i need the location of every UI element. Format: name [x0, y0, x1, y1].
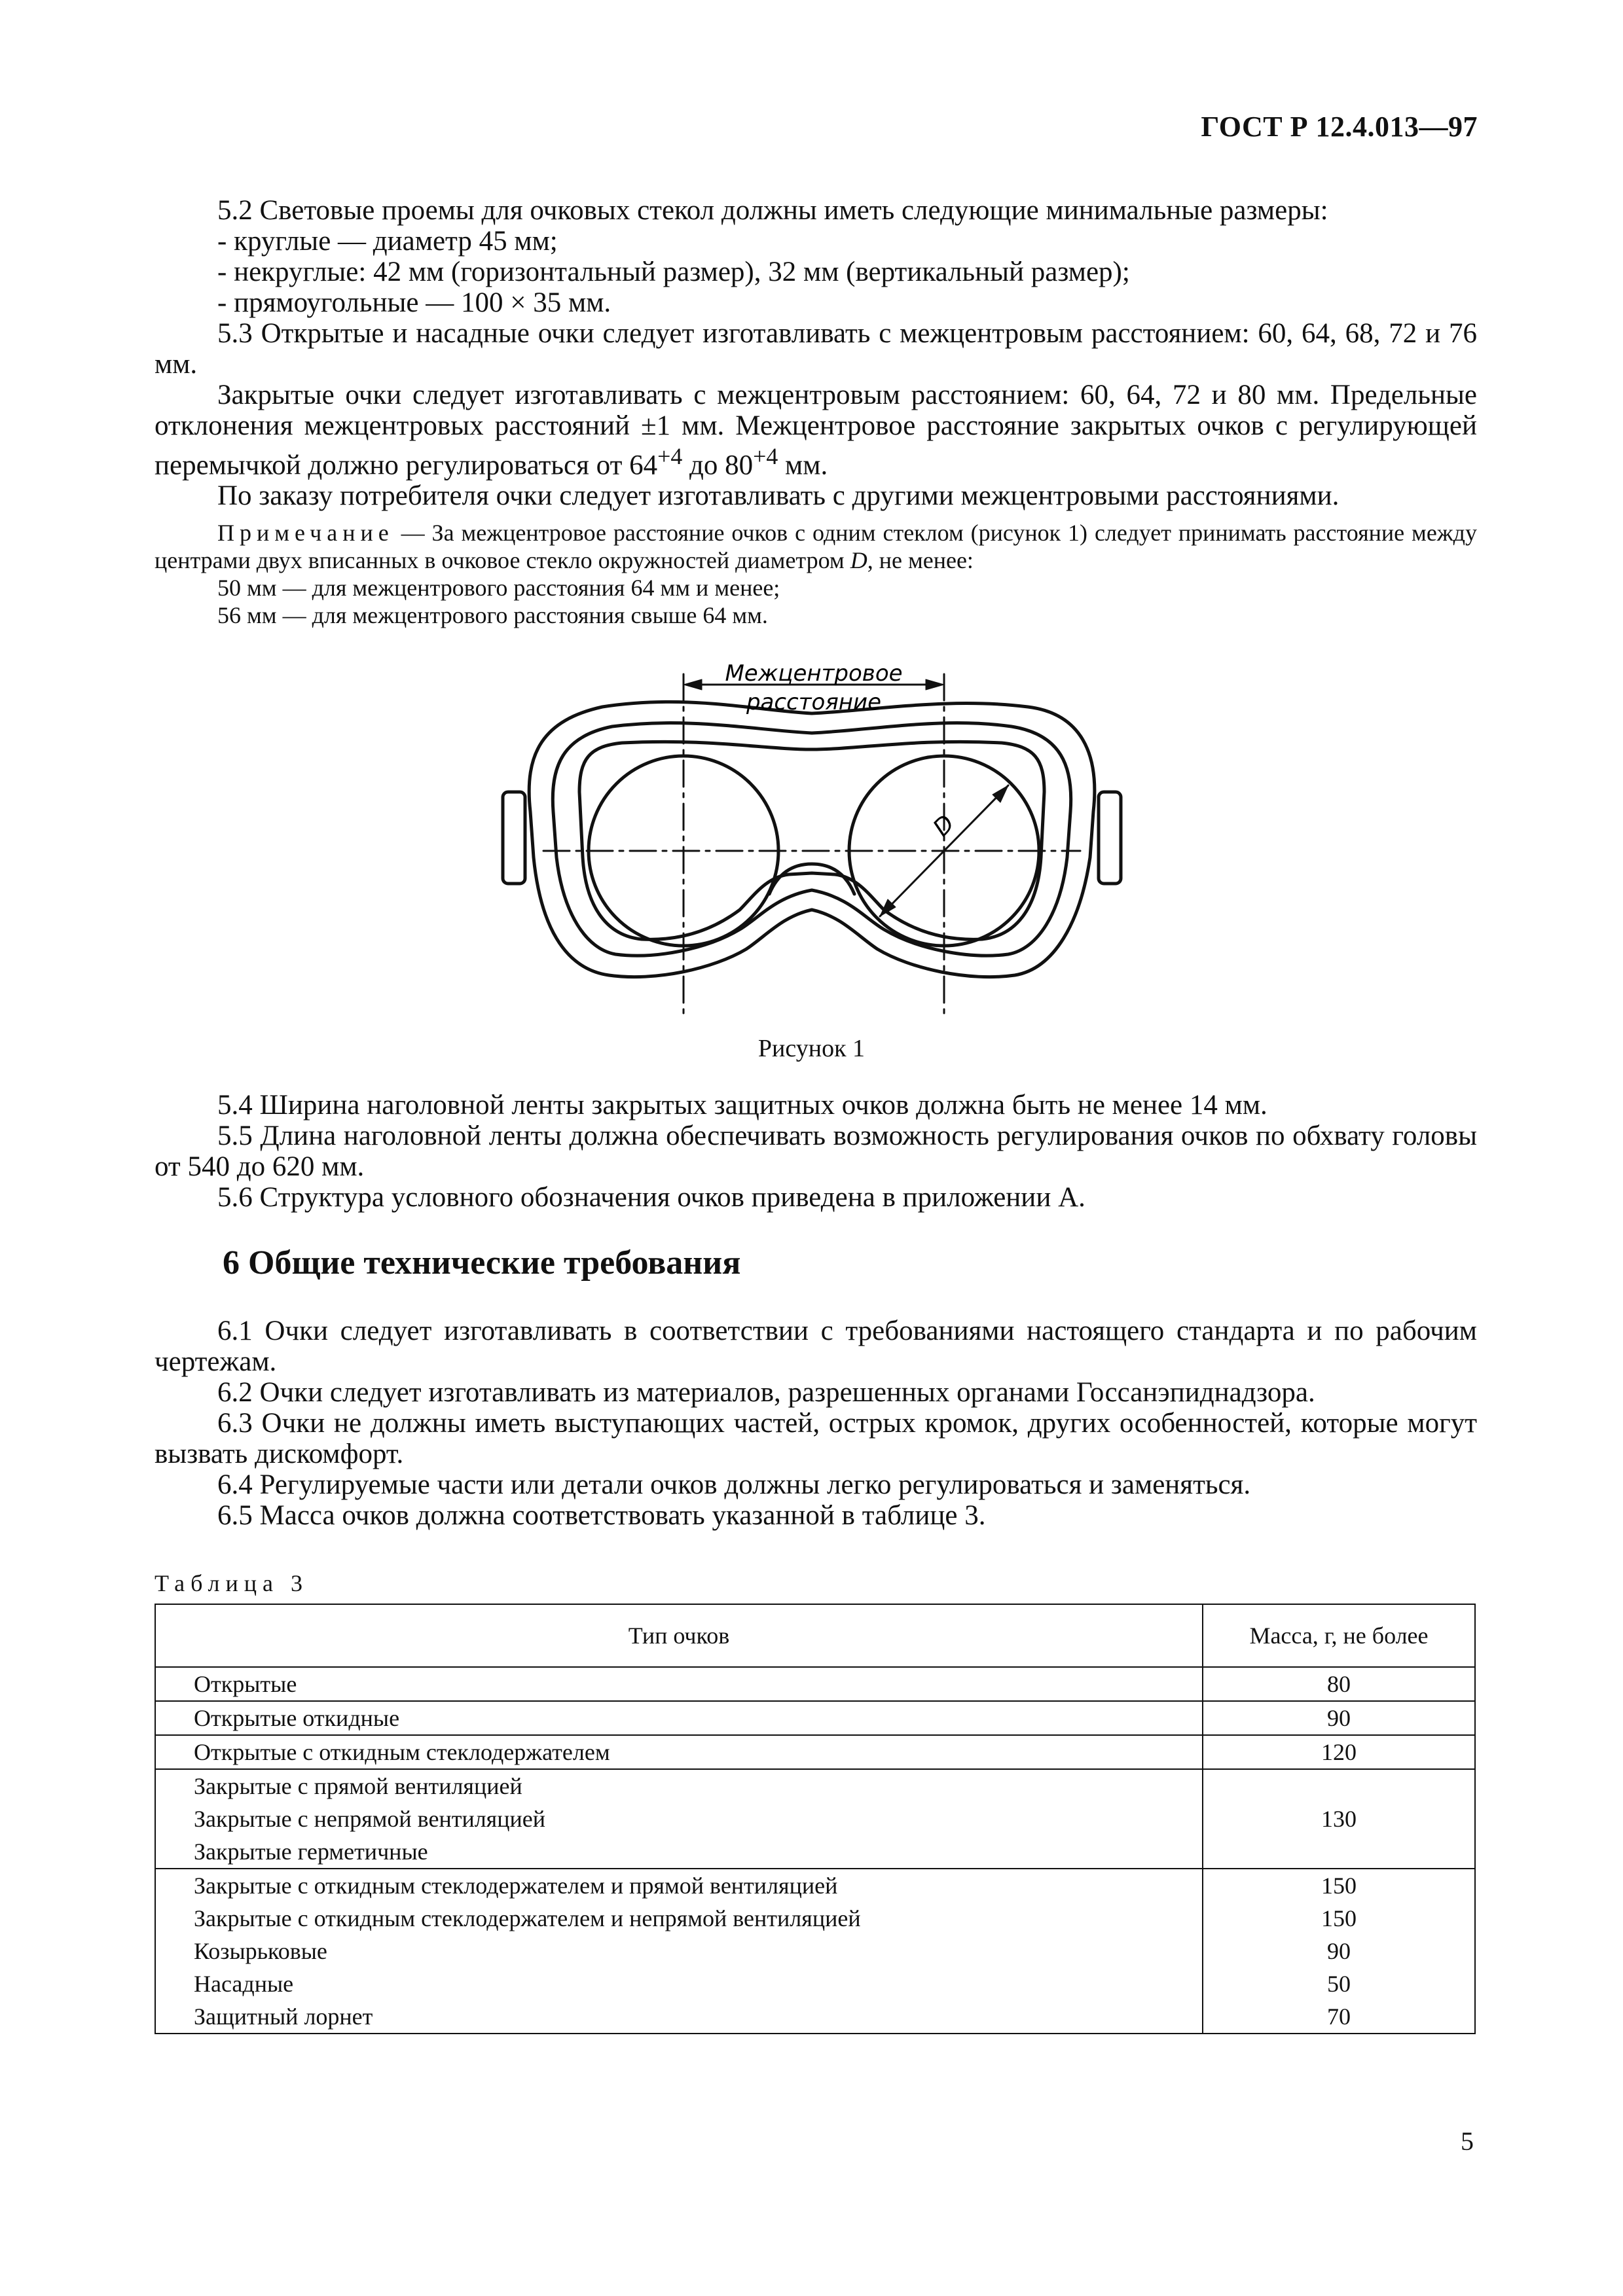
note-label: Примечание [217, 520, 394, 547]
table-label: Таблица 3 [155, 1570, 308, 1596]
type-entry: Защитный лорнет [194, 2003, 373, 2030]
cell-type [155, 1701, 1203, 1735]
table-row [155, 1769, 1475, 1869]
note-paragraph: Примечание — За межцентровое расстояние очков с одним стеклом (рисунок 1) следует принимать расстояние между центрами двух вписанных в очковое стекло окружностей диаметром D, не менее: [155, 520, 1477, 574]
cell-mass [1203, 1735, 1475, 1769]
mass-value: 70 [1326, 2003, 1351, 2030]
mass-value: 50 [1326, 1971, 1351, 1997]
dimension-arrow-right [926, 679, 944, 690]
table-row [155, 1701, 1475, 1735]
figure-caption: Рисунок 1 [757, 1035, 866, 1062]
section-5-continued [155, 1090, 1477, 1213]
right-side-vent [1099, 792, 1121, 884]
dimension-arrow-left [684, 679, 702, 690]
table-row [155, 1735, 1475, 1769]
type-entry: Открытые с откидным стеклодержателем [194, 1739, 610, 1765]
paragraph-5-6: 5.6 Структура условного обозначения очков приведена в приложении А. [217, 1182, 1085, 1213]
goggles-drawing [491, 661, 1133, 1028]
type-entry: Закрытые герметичные [194, 1839, 428, 1865]
paragraph-6-5: 6.5 Масса очков должна соответствовать указанной в таблице 3. [217, 1500, 986, 1531]
type-entry: Открытые [194, 1671, 297, 1697]
list-item-non-round: - некруглые: 42 мм (горизонтальный размер), 32 мм (вертикальный размер); [217, 257, 1130, 287]
mass-value: 90 [1326, 1938, 1351, 1964]
document-id-header: ГОСТ Р 12.4.013—97 [1201, 111, 1478, 143]
cell-mass [1203, 1769, 1475, 1869]
paragraph-5-3-order: По заказу потребителя очки следует изготавливать с другими межцентровыми расстояниями. [217, 480, 1340, 512]
cell-type [155, 1735, 1203, 1769]
mass-value: 150 [1321, 1873, 1357, 1899]
cell-mass [1203, 1869, 1475, 2034]
section-6-title: 6 Общие технические требования [223, 1244, 741, 1282]
figure-goggles [491, 661, 1133, 1031]
cell-mass [1203, 1667, 1475, 1701]
mass-value: 150 [1321, 1905, 1357, 1931]
list-item-round: - круглые — диаметр 45 мм; [217, 226, 558, 257]
paragraph-5-3: 5.3 Открытые и насадные очки следует изготавливать с межцентровым расстоянием: 60, 64, 68, 72 и 76 мм. [155, 318, 1477, 380]
paragraph-6-1: 6.1 Очки следует изготавливать в соответствии с требованиями настоящего стандарта и по рабочим чертежам. [155, 1316, 1477, 1377]
note-block [155, 519, 1477, 629]
left-side-vent [503, 792, 525, 884]
type-entry: Закрытые с откидным стеклодержателем и непрямой вентиляцией [194, 1905, 861, 1931]
paragraph-6-4: 6.4 Регулируемые части или детали очков должны легко регулироваться и заменяться. [217, 1469, 1251, 1500]
paragraph-5-4: 5.4 Ширина наголовной ленты закрытых защитных очков должна быть не менее 14 мм. [217, 1090, 1267, 1121]
type-entry: Закрытые с откидным стеклодержателем и прямой вентиляцией [194, 1873, 838, 1899]
cell-type [155, 1869, 1203, 2034]
table-row [155, 1869, 1475, 2034]
page-number: 5 [1461, 2126, 1474, 2156]
column-header-type: Тип очков [155, 1604, 1203, 1667]
paragraph-5-3-closed: Закрытые очки следует изготавливать с межцентровым расстоянием: 60, 64, 72 и 80 мм. Предельные отклонения межцентровых расстояний ±1 мм. Межцентровое расстояние закрытых очков с регулирующей перемычкой должно регулироваться от $64^{+4}$ до $80^{+4}$ мм. [155, 380, 1477, 481]
type-entry: Закрытые с прямой вентиляцией [194, 1773, 522, 1799]
mass-table [155, 1604, 1476, 2034]
cell-type [155, 1769, 1203, 1869]
type-entry: Закрытые с непрямой вентиляцией [194, 1806, 546, 1832]
list-item-rectangular: - прямоугольные — 100 × 35 мм. [217, 287, 611, 318]
mass-value: 130 [1321, 1806, 1357, 1832]
note-item: 56 мм — для межцентрового расстояния свыше 64 мм. [217, 602, 768, 629]
note-item: 50 мм — для межцентрового расстояния 64 мм и менее; [217, 575, 780, 601]
inner-frame [553, 723, 1070, 956]
type-entry: Насадные [194, 1971, 294, 1997]
paragraph-6-2: 6.2 Очки следует изготавливать из материалов, разрешенных органами Госсанэпиднадзора. [217, 1377, 1315, 1408]
paragraph-5-2: 5.2 Световые проемы для очковых стекол должны иметь следующие минимальные размеры: [217, 195, 1328, 226]
table-row [155, 1667, 1475, 1701]
cell-mass [1203, 1701, 1475, 1735]
type-entry: Козырьковые [194, 1938, 327, 1964]
dimension-label-bottom: расстояние [746, 689, 882, 715]
section-5-block [155, 195, 1477, 629]
mass-value: 120 [1321, 1739, 1357, 1765]
dimension-label-top: Межцентровое [725, 661, 903, 687]
paragraph-5-5: 5.5 Длина наголовной ленты должна обеспечивать возможность регулирования очков по обхвату головы от 540 до 620 мм. [155, 1121, 1477, 1182]
section-6-block [155, 1316, 1477, 1531]
mass-value: 90 [1326, 1705, 1351, 1731]
cell-type [155, 1667, 1203, 1701]
column-header-mass: Масса, г, не более [1203, 1604, 1475, 1667]
type-entry: Открытые откидные [194, 1705, 400, 1731]
mass-value: 80 [1326, 1671, 1351, 1697]
paragraph-6-3: 6.3 Очки не должны иметь выступающих частей, острых кромок, других особенностей, которые могут вызвать дискомфорт. [155, 1408, 1477, 1469]
diameter-label: D [928, 810, 960, 842]
table-body [155, 1667, 1475, 2034]
